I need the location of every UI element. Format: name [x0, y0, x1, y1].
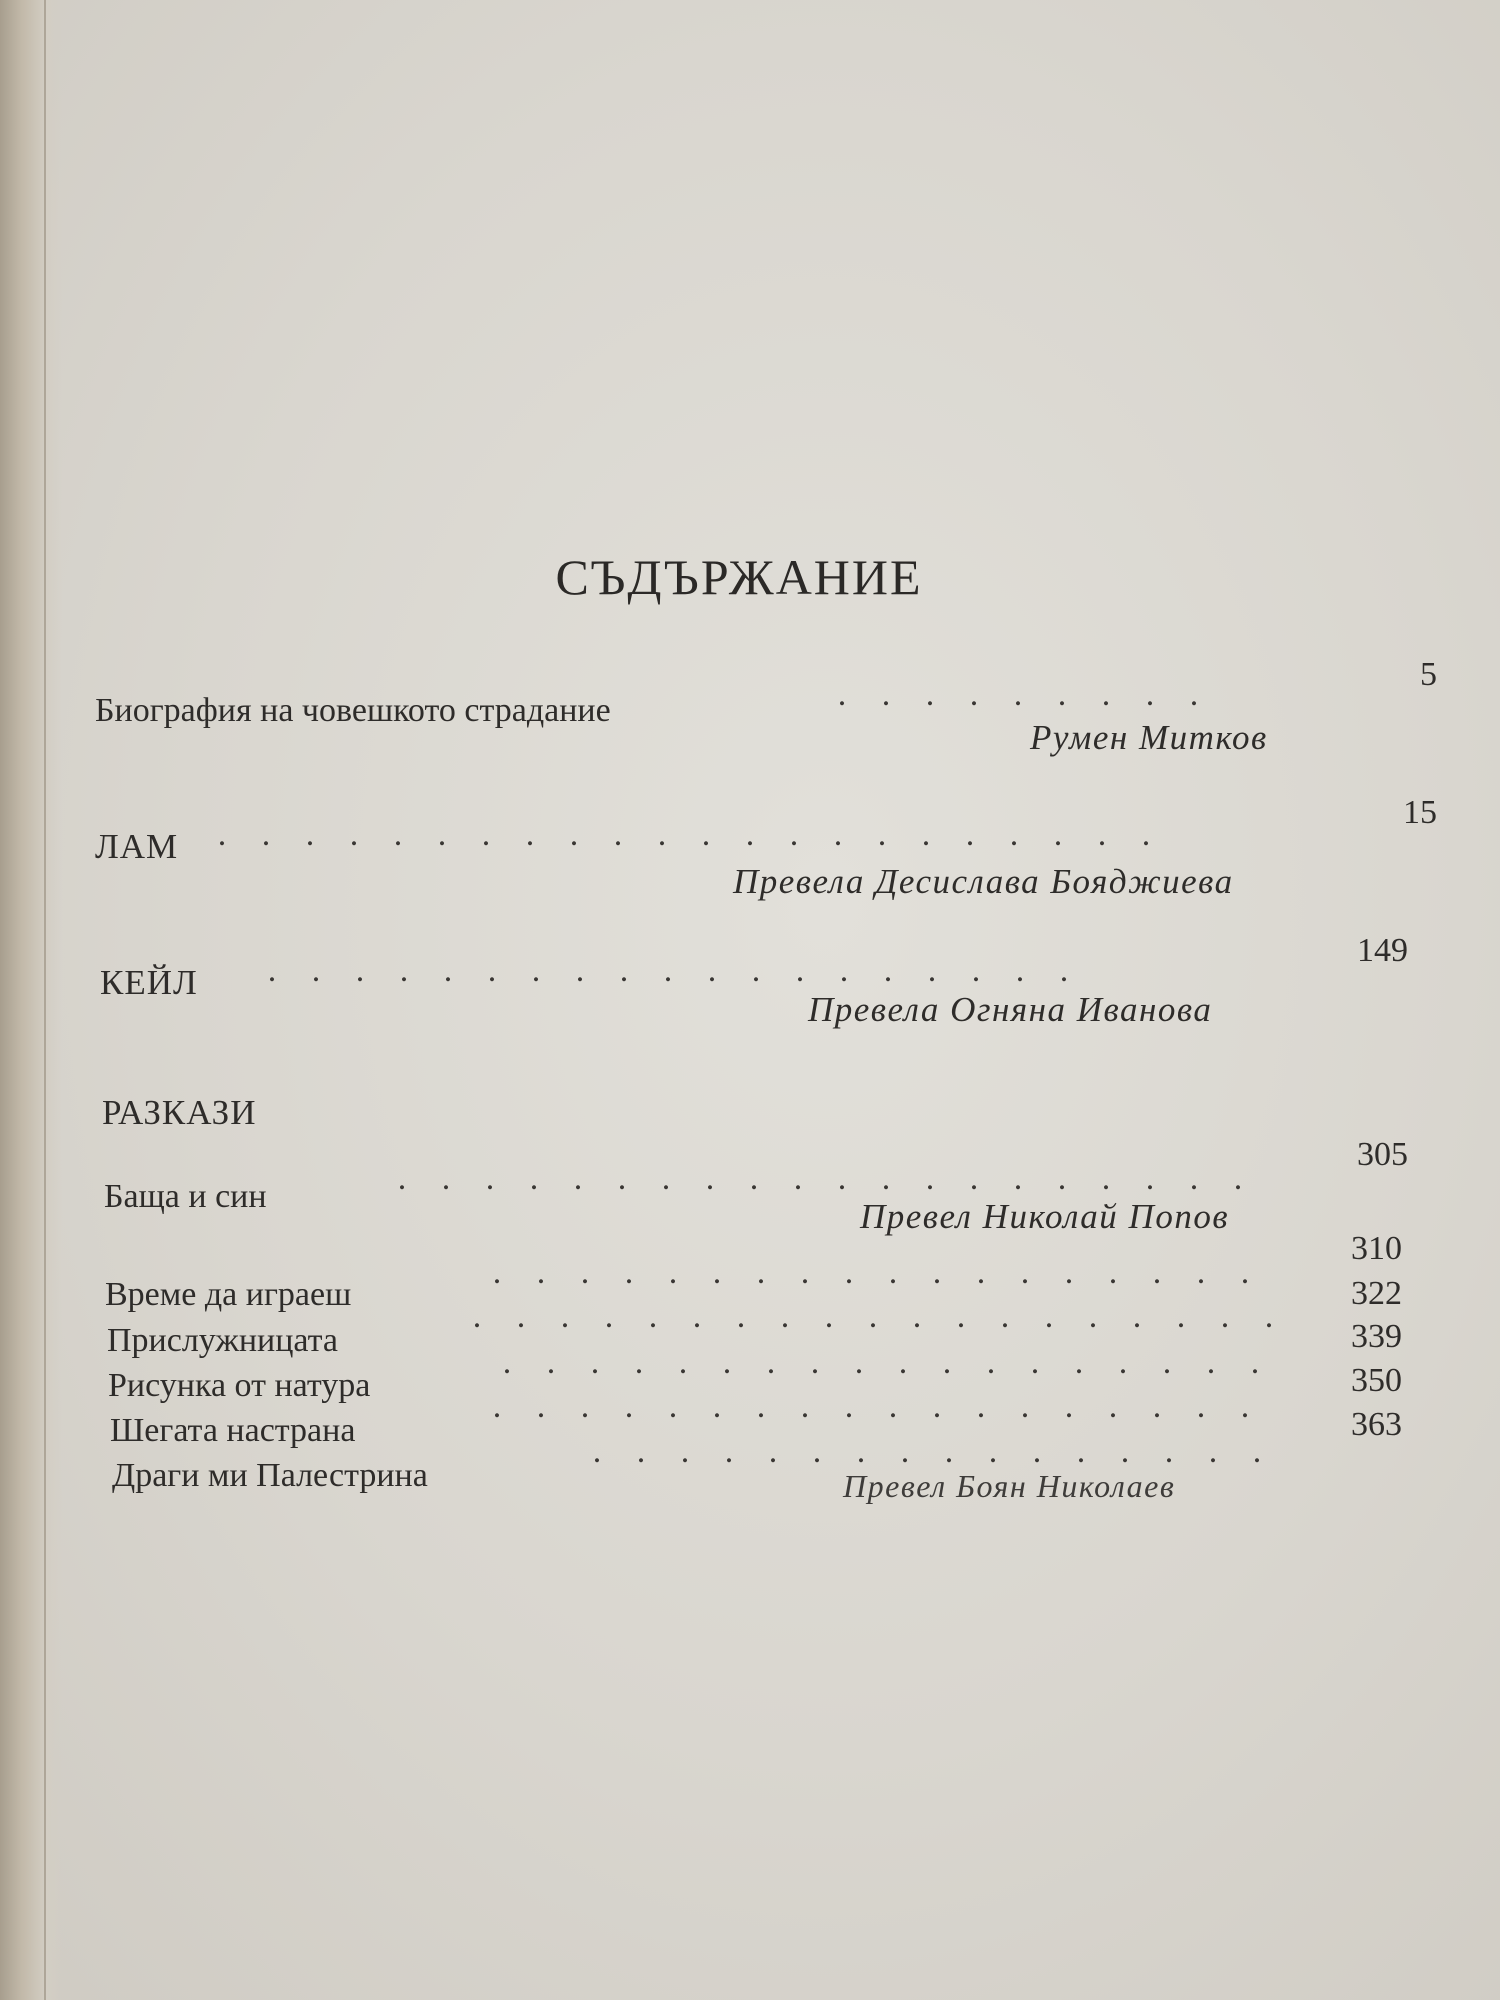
toc-entry-page: 322 [1351, 1275, 1402, 1312]
toc-entry-page: 305 [1357, 1136, 1408, 1173]
toc-entry-page: 15 [1403, 794, 1437, 831]
toc-entry-page: 5 [1420, 656, 1437, 693]
toc-entry-title: ЛАМ [95, 827, 179, 866]
leader-dots: . . . . . . . . . [837, 676, 1199, 713]
toc-entry-title: Прислужницата [107, 1322, 339, 1359]
toc-entry-title: Драги ми Палестрина [112, 1457, 428, 1494]
toc-entry-credit: Превела Огняна Иванова [808, 990, 1213, 1029]
toc-entry-credit: Превела Десислава Бояджиева [733, 862, 1234, 901]
toc-entry-title: Време да играеш [105, 1276, 352, 1313]
toc-entry-page: 310 [1351, 1230, 1402, 1267]
toc-entry-page: 350 [1351, 1362, 1402, 1399]
toc-entry-title: Биография на човешкото страдание [95, 692, 611, 729]
toc-entry-page: 363 [1351, 1406, 1402, 1443]
toc-entry-title: Шегата настрана [110, 1412, 356, 1449]
leader-dots: . . . . . . . . . . . . . . . . . . . [267, 952, 1069, 989]
toc-entry-page: 339 [1351, 1318, 1402, 1355]
leader-dots: . . . . . . . . . . . . . . . . . . [502, 1344, 1260, 1381]
toc-entry-page: 149 [1357, 932, 1408, 969]
page-gutter [0, 0, 62, 2000]
toc-entry-credit: Превел Боян Николаев [843, 1468, 1176, 1504]
toc-entry-title: КЕЙЛ [100, 963, 198, 1002]
toc-entry-title: Баща и син [104, 1178, 267, 1215]
toc-entry-title: Рисунка от натура [108, 1367, 371, 1404]
leader-dots: . . . . . . . . . . . . . . . . . . [492, 1254, 1250, 1291]
toc-entry-credit: Превел Николай Попов [860, 1197, 1230, 1236]
leader-dots: . . . . . . . . . . . . . . . . . . . [472, 1298, 1274, 1335]
leader-dots: . . . . . . . . . . . . . . . . [592, 1433, 1262, 1470]
section-heading: РАЗКАЗИ [102, 1093, 257, 1132]
leader-dots: . . . . . . . . . . . . . . . . . . [492, 1388, 1250, 1425]
leader-dots: . . . . . . . . . . . . . . . . . . . . [397, 1160, 1243, 1197]
page-title: СЪДЪРЖАНИЕ [555, 549, 923, 605]
binding-edge [44, 0, 46, 2000]
leader-dots: . . . . . . . . . . . . . . . . . . . . . . [217, 816, 1151, 853]
toc-entry-credit: Румен Митков [1030, 718, 1268, 757]
